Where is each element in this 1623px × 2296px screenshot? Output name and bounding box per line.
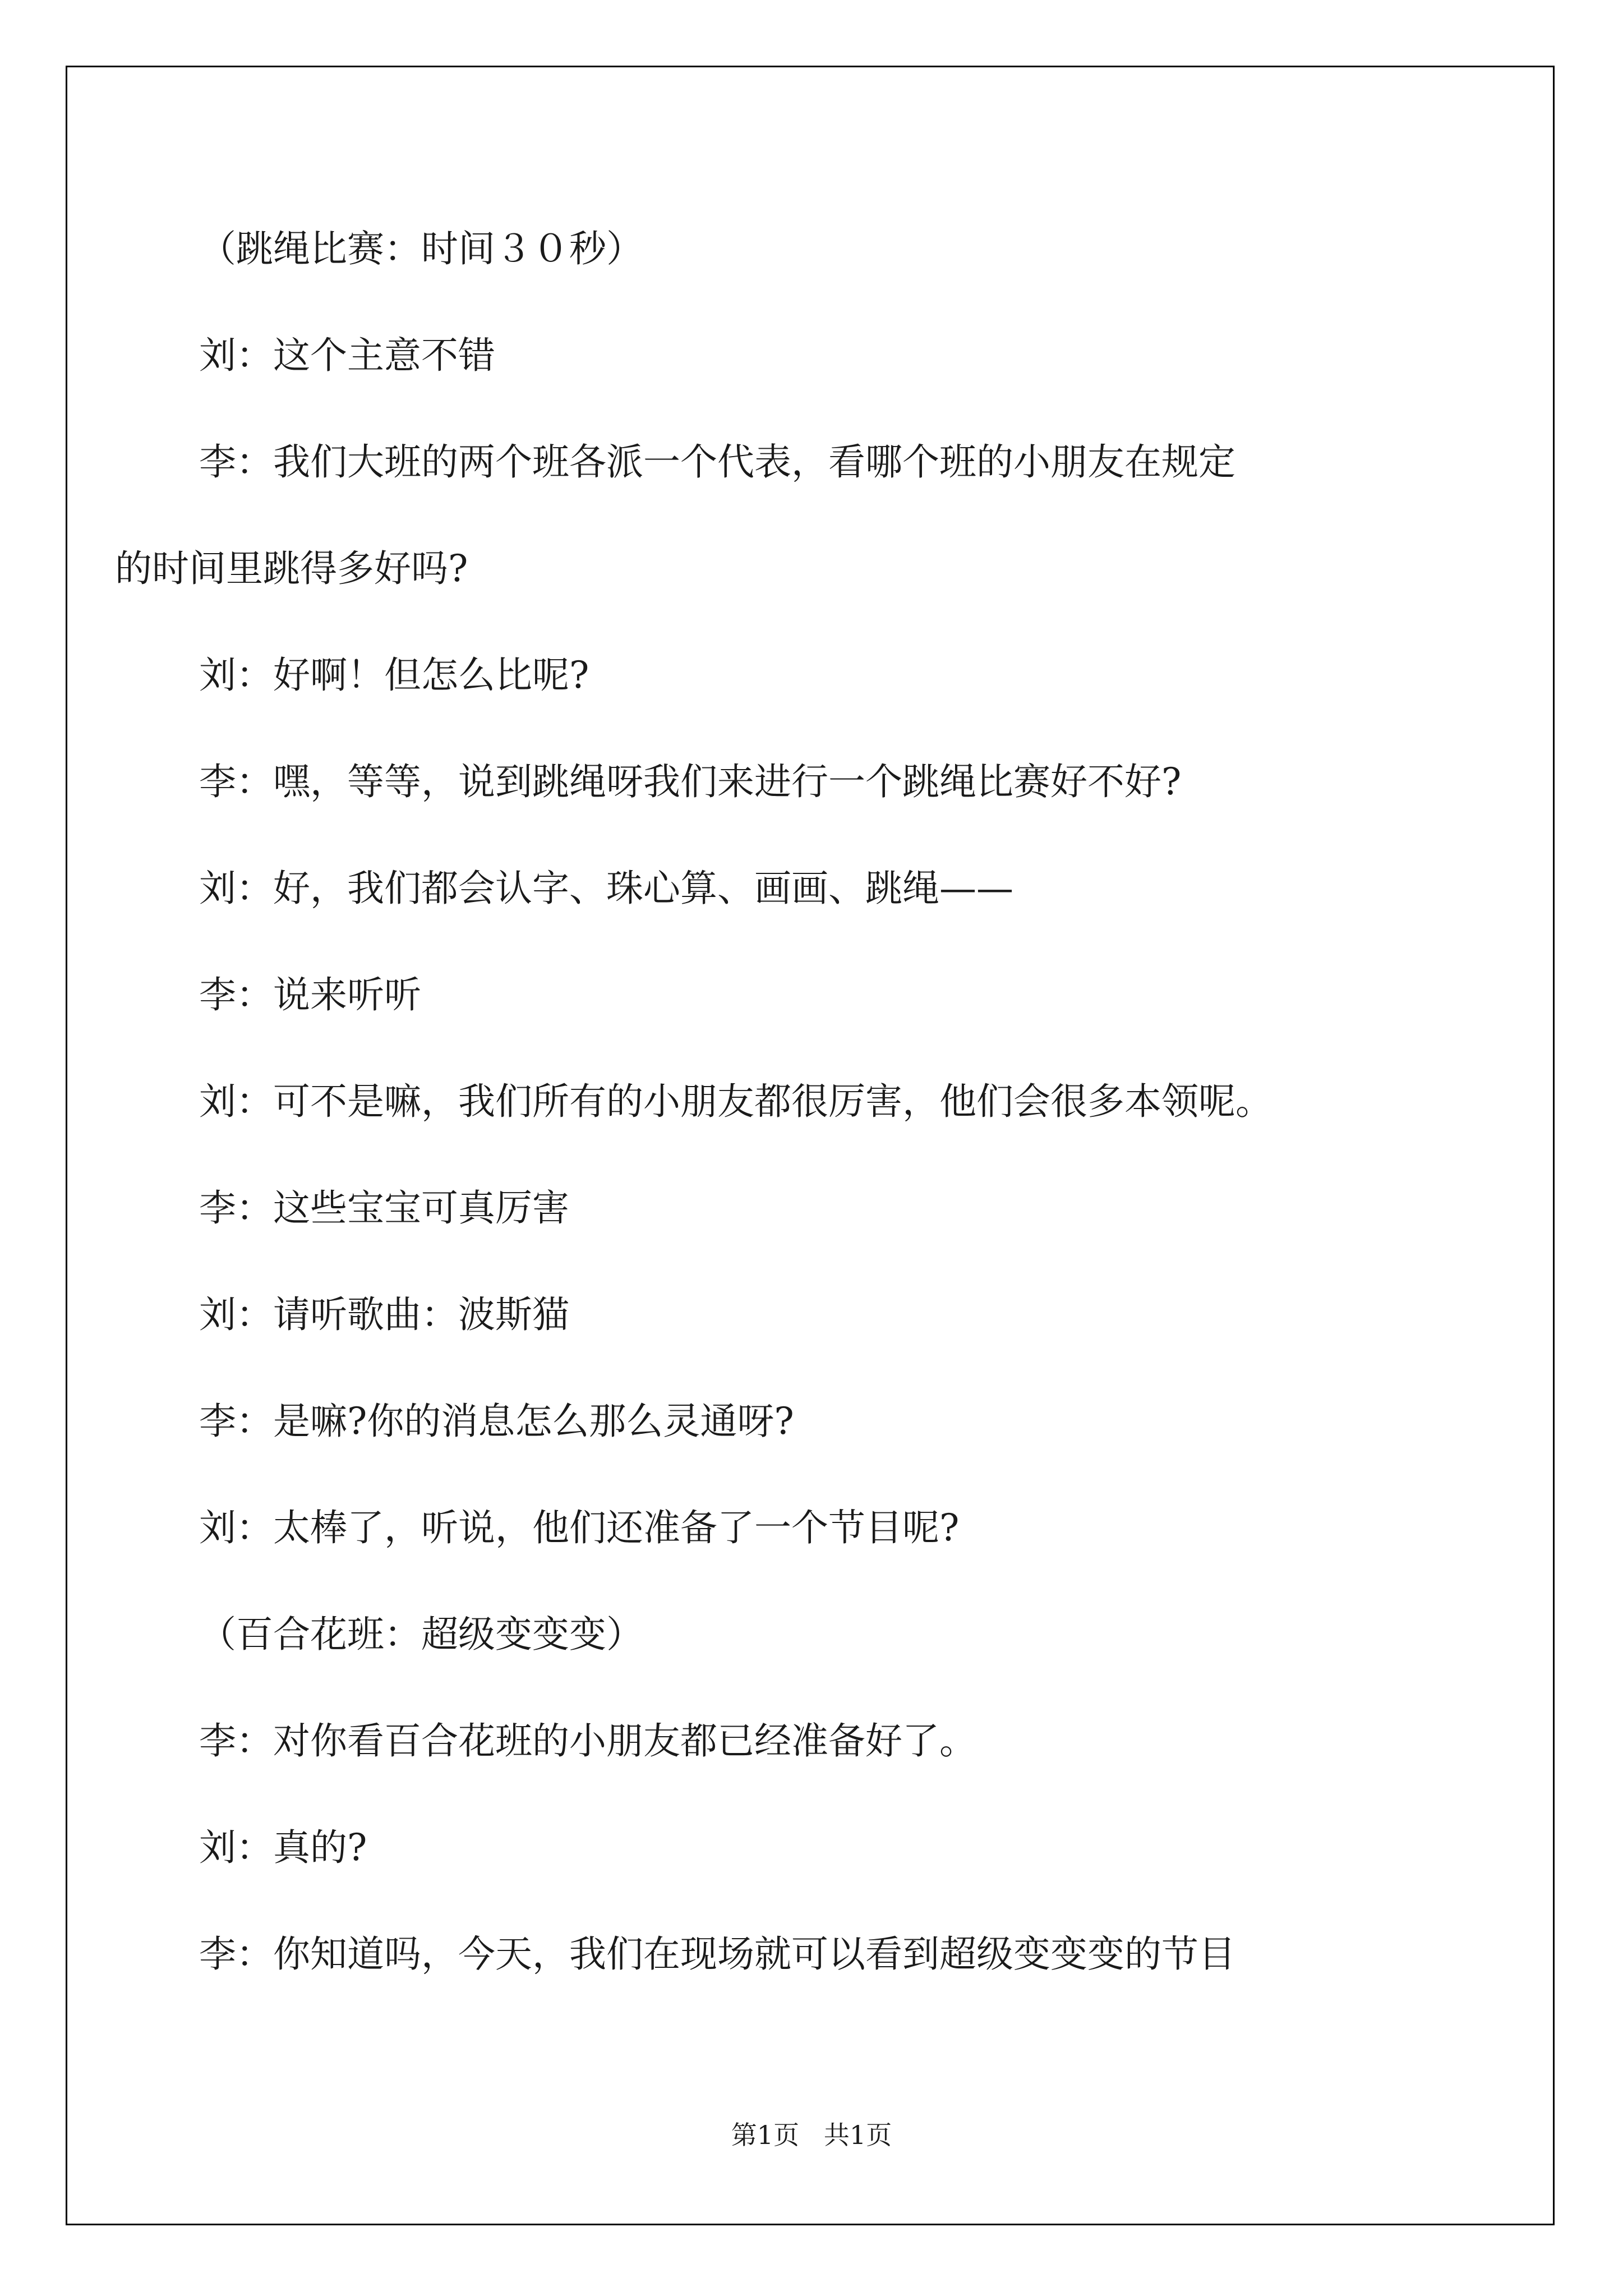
paragraph-dialogue: 刘：真的?	[199, 1826, 367, 1869]
paragraph-dialogue: 李：我们大班的两个班各派一个代表，看哪个班的小朋友在规定	[199, 440, 1235, 484]
paragraph-dialogue: 刘：太棒了，听说，他们还准备了一个节目呢?	[199, 1506, 960, 1549]
page-border	[66, 66, 1555, 2225]
paragraph-dialogue: 刘：这个主意不错	[199, 334, 495, 377]
paragraph-stage-direction: （百合花班：超级变变变）	[199, 1613, 643, 1656]
paragraph-dialogue: 李：你知道吗，今天，我们在现场就可以看到超级变变变的节目	[199, 1932, 1235, 1976]
paragraph-dialogue: 李：说来听听	[199, 973, 421, 1016]
paragraph-dialogue: 李：对你看百合花班的小朋友都已经准备好了。	[199, 1719, 976, 1763]
paragraph-stage-direction: （跳绳比赛：时间３０秒）	[199, 227, 643, 270]
paragraph-dialogue-continuation: 的时间里跳得多好吗?	[115, 547, 468, 590]
paragraph-dialogue: 刘：好啊！但怎么比呢?	[199, 654, 589, 697]
paragraph-dialogue: 李：是嘛?你的消息怎么那么灵通呀?	[199, 1400, 794, 1443]
paragraph-dialogue: 刘：好，我们都会认字、珠心算、画画、跳绳——	[199, 867, 1013, 910]
paragraph-dialogue: 刘：可不是嘛，我们所有的小朋友都很厉害，他们会很多本领呢。	[199, 1080, 1272, 1123]
paragraph-dialogue: 李：这些宝宝可真厉害	[199, 1186, 569, 1230]
paragraph-dialogue: 李：嘿，等等，说到跳绳呀我们来进行一个跳绳比赛好不好?	[199, 760, 1182, 803]
page-footer: 第1页 共1页	[731, 2120, 892, 2150]
paragraph-dialogue: 刘：请听歌曲：波斯猫	[199, 1293, 569, 1336]
